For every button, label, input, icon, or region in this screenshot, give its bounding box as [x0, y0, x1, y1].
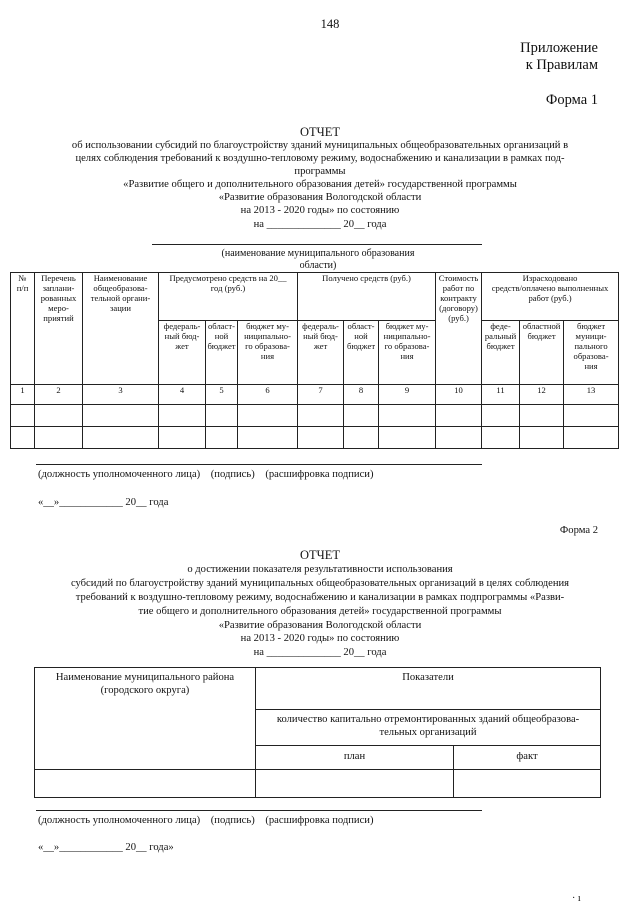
header-municipal-planned: бюджет му- ниципально- го образова- ния [238, 321, 298, 385]
header-municipal-spent: бюджет муници- пального образова- ния [564, 321, 619, 385]
form2-subtitle-3: требований к воздушно-тепловому режиму, водоснабжению и канализации в рамках подпрограммы «Разви- [75, 592, 565, 603]
header-cost: Стоимость работ по контракту (договору) (руб.) [436, 273, 482, 385]
form1-label: Форма 1 [545, 92, 598, 108]
header-num: № п/п [11, 273, 35, 385]
appendix-subtitle: к Правилам [525, 57, 598, 73]
form2-subtitle-1: о достижении показателя результативности использования [187, 564, 453, 575]
header-fact: факт [454, 746, 601, 770]
page-number: 148 [320, 17, 340, 31]
form2-subtitle-7: на ______________ 20__ года [253, 647, 387, 658]
form1-subtitle-6: на 2013 - 2020 годы» по состоянию [240, 205, 400, 216]
form1-signature-caption: (должность уполномоченного лица) (подпись) (расшифровка подписи) [38, 469, 374, 480]
header-received: Получено средств (руб.) [298, 273, 436, 321]
table-row [35, 770, 601, 798]
column-numbers-row [11, 385, 619, 405]
table-row [11, 427, 619, 449]
form1-subtitle-1: об использовании субсидий по благоустройству зданий муниципальных общеобразовательных организаций в [71, 140, 569, 151]
form1-subtitle-5: «Развитие образования Вологодской области [218, 192, 422, 203]
header-regional-received: област- ной бюджет [344, 321, 379, 385]
col-num: 13 [564, 385, 619, 405]
municipality-caption-2: области) [299, 260, 337, 271]
form2-signature-line [36, 810, 482, 811]
form2-subtitle-5: «Развитие образования Вологодской области [218, 620, 422, 631]
municipality-caption-1: (наименование муниципального образования [221, 248, 415, 259]
col-num: 4 [159, 385, 206, 405]
header-plan: план [256, 746, 454, 770]
header-district: Наименование муниципального района (городского округа) [35, 668, 256, 770]
header-count: количество капитально отремонтированных зданий общеобразова- тельных организаций [256, 710, 601, 746]
col-num: 5 [206, 385, 238, 405]
form2-subtitle-6: на 2013 - 2020 годы» по состоянию [240, 633, 400, 644]
header-municipal-received: бюджет му- ниципально- го образова- ния [379, 321, 436, 385]
header-regional-planned: област- ной бюджет [206, 321, 238, 385]
form1-signature-line [36, 464, 482, 465]
form2-signature-caption: (должность уполномоченного лица) (подпись) (расшифровка подписи) [38, 815, 374, 826]
col-num: 7 [298, 385, 344, 405]
form2-subtitle-2: субсидий по благоустройству зданий муниципальных общеобразовательных организаций в целях соблюдения [70, 578, 570, 589]
form2-date: «__»____________ 20__ года» [38, 842, 174, 853]
header-regional-spent: областной бюджет [520, 321, 564, 385]
col-num: 1 [11, 385, 35, 405]
header-list: Перечень заплани- рованных меро- приятий [35, 273, 83, 385]
form2-subtitle-4: тие общего и дополнительного образования детей» государственной программы [138, 606, 502, 617]
municipality-line [152, 244, 482, 245]
col-num: 3 [83, 385, 159, 405]
table-row [11, 405, 619, 427]
form2-label: Форма 2 [559, 525, 598, 536]
form1-date: «__»____________ 20__ года [38, 497, 169, 508]
col-num: 11 [482, 385, 520, 405]
form2-table [34, 667, 601, 798]
form2-title: ОТЧЕТ [299, 548, 341, 562]
col-num: 8 [344, 385, 379, 405]
col-num: 2 [35, 385, 83, 405]
header-organization: Наименование общеобразова- тельной органи- зации [83, 273, 159, 385]
col-num: 9 [379, 385, 436, 405]
header-federal-planned: федераль- ный бюд- жет [159, 321, 206, 385]
appendix-title: Приложение [520, 40, 598, 56]
form1-subtitle-3: программы [294, 166, 346, 177]
col-num: 10 [436, 385, 482, 405]
form1-table [10, 272, 619, 449]
form1-subtitle-7: на ______________ 20__ года [253, 219, 387, 230]
form1-subtitle-4: «Развитие общего и дополнительного образования детей» государственной программы [123, 179, 517, 190]
form1-title: ОТЧЕТ [299, 125, 341, 139]
header-spent: Израсходовано средств/оплачено выполненных работ (руб.) [482, 273, 619, 321]
header-planned: Предусмотрено средств на 20__ год (руб.) [159, 273, 298, 321]
header-federal-received: федераль- ный бюд- жет [298, 321, 344, 385]
form1-subtitle-2: целях соблюдения требований к воздушно-тепловому режиму, водоснабжению и канализации в рамках под- [75, 153, 565, 164]
col-num: 12 [520, 385, 564, 405]
header-federal-spent: феде- ральный бюджет [482, 321, 520, 385]
footer-mark: · ı [572, 893, 581, 904]
col-num: 6 [238, 385, 298, 405]
header-indicators: Показатели [256, 668, 601, 710]
